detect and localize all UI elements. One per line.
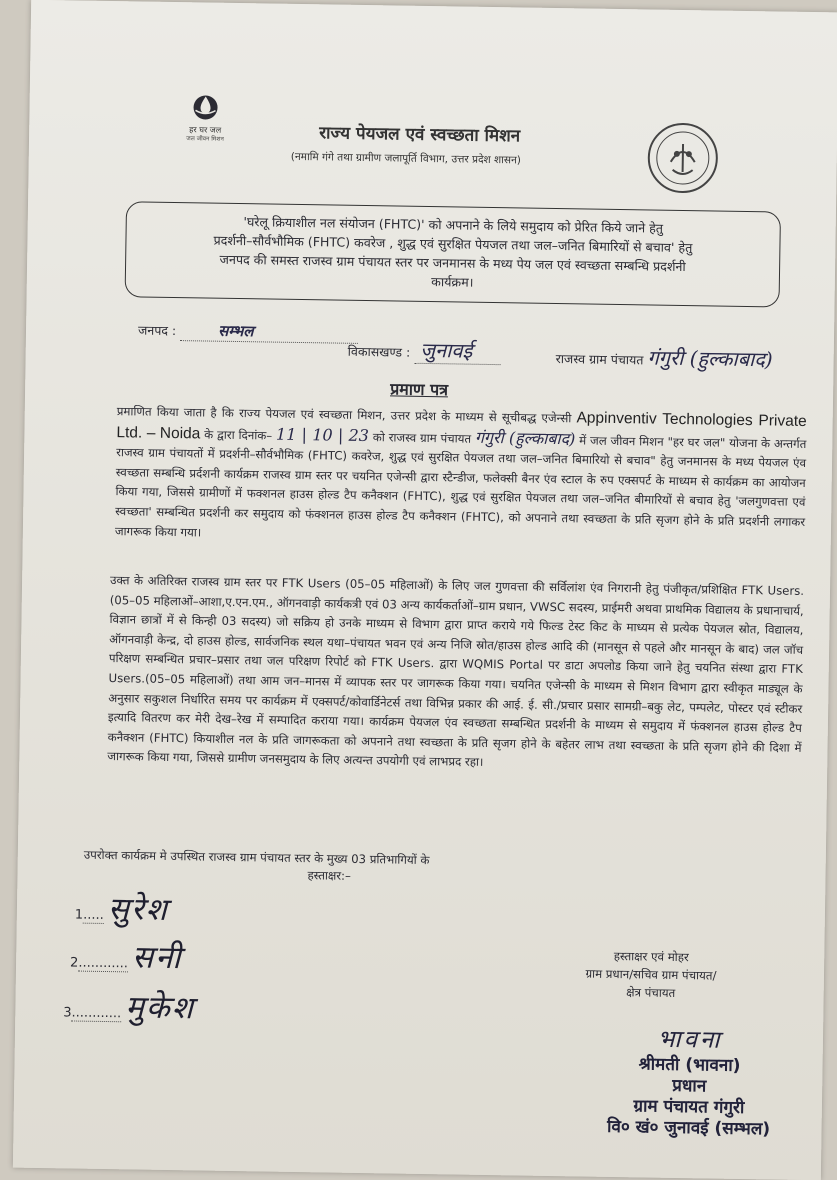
participant-signature-3: 3............ मुकेश bbox=[63, 989, 196, 1027]
stamp-line-1: श्रीमती (भावना) bbox=[638, 1054, 741, 1076]
para1-text-a: प्रमाणित किया जाता है कि राज्य पेयजल एवं स्वच्छता मिशन, उत्तर प्रदेश के माध्यम से सूचीबद्ध एजेन्सी bbox=[116, 404, 572, 426]
janpad-value: सम्भल bbox=[180, 320, 358, 344]
program-date: 11 | 10 | 23 bbox=[275, 424, 370, 445]
document-page bbox=[13, 0, 837, 1180]
vikaskhand-value: जुनावई bbox=[414, 336, 500, 365]
participant-signature-2: 2............ सनी bbox=[69, 939, 183, 977]
certificate-title: प्रमाण पत्र bbox=[390, 379, 449, 400]
participant-number-2: 2 bbox=[69, 955, 79, 971]
stamp-note-line-3: क्षेत्र पंचायत bbox=[626, 985, 676, 1000]
para1-text-b: के द्वारा दिनांक– bbox=[204, 427, 273, 443]
janpad-field bbox=[138, 319, 358, 343]
up-government-seal-icon bbox=[646, 121, 719, 194]
logo-text-2: जल जीवन मिशन bbox=[186, 135, 224, 143]
participant-signature-1: 1..... सुरेश bbox=[74, 891, 170, 928]
stamp-line-2: प्रधान bbox=[672, 1075, 707, 1097]
certificate-paragraph-2: उक्त के अतिरिक्त राजस्व ग्राम स्तर पर FTK Users (05–05 महिलाओं) के लिए जल गुणवत्ता की सर्विलांश एंव निगरानी हेतु पंजीकृत/प्रशिक्षित FTK Users.(05–05 महिलाओं–आशा,ए.एन.एम., ऑगनवाड़ी कार्यकत्री एवं 03 अन्य कार्यकर्ताओं–ग्राम प्रधान, VWSC सदस्य, प्राईमरी अथवा प्राथमिक विद्यालय के प्रधानाचार्य, विज्ञान छात्रों में से किन्ही 03 सदस्य) जो सक्रिय हो उनके माध्यम से विभाग द्वारा प्राप्त कराये गये फिल्ड टेस्ट किट के माध्यम से प्रत्येक पेयजल स्रोत, विद्यालय, ऑगनवाड़ी केन्द्र, दो हाउस होल्ड, सार्वजनिक स्थल यथा–पंचायत भवन एवं अन्य निजि स्रोत/हाउस होल्ड आदि की (मानसून से पहले और मानसून के बाद) जल जॉच परिक्षण सम्बन्धित प्रचार–प्रसार तथा जल परिक्षण रिपोर्ट को FTK Users. द्वारा WQMIS Portal पर डाटा अपलोड किया जाने हेतु चयनित संस्था द्वारा FTK Users.(05–05 महिलाओं) तथा आम जन–मानस में व्यापक स्तर पर जागरूक किया गया। चयनित एजेन्सी के माध्यम से मिशन विभाग द्वारा स्वीकृत माड्यूल के अनुसार सकुशल निर्धारित समय पर कार्यक्रम में एक्सपर्ट/कोवार्डिनेटर्स तथा विभिन्न प्रकार की आई. ई. सी./प्रचार प्रसार सामग्री–बकु लेट, पम्पलेट, पोस्टर एवं स्टीकर इत्यादि वितरण कर मेरी देख–रेख में सम्पादित कराया गया। कार्यक्रम पेयजल एंव स्वच्छता सम्बन्धित प्रदर्शनी के माध्यम से समुदाय में फंक्शनल हाउस होल्ड टैप कनैक्शन (FHTC) कियाशील नल के प्रति जागरूकता को अपनाने तथा स्वच्छता के प्रति सृजग होने के बहेतर लाभ तथा स्वच्छता के प्रति सृजग होने की दिशा में जागरूक किया गया, जिससे ग्रामीण जनसमुदाय के लिए अत्यन्त उपयोगी एवं लाभप्रद रहा। bbox=[107, 573, 805, 770]
certificate-paragraph-1 bbox=[115, 401, 807, 552]
participant-sign-3: मुकेश bbox=[125, 989, 196, 1027]
para1-text-d: में जल जीवन मिशन "हर घर जल" योजना के अन्तर्गत राजस्व ग्राम पंचायतों में प्रदर्शनी–सौर्वभौमिक (FHTC) कवरेज, शुद्ध एवं सुरक्षित पेयजल तथा जल–जनित बिमारियो से बचाव" हेतु जनमानस के मध्य पेयजल एंव स्वच्छता सम्बन्धि प्रर्दशनी कार्यक्रम राजस्व ग्राम स्तर पर चयनित एजेन्सी द्वारा स्टैन्डीज, फलेक्सी बैनर एंव स्टाल के रुप एक्सपर्ट के माध्यम से कार्यक्रम का आयोजन किया गया, जिससे ग्रामीणों में फक्शनल हाउस होल्ड टैप कनैक्शन (FHTC), शुद्ध एवं सुरक्षित पेयजल तथा जल–जनित बीमारियों से बचाव हेतु 'जलगुणवत्ता एवं स्वच्छता' सम्बन्धित प्रदर्शनी कर समुदाय को फंक्शनल हाउस होल्ड टैप कनैक्शन (FHTC), को अपनाने तथा स्वच्छता के प्रति सृजग होने के प्रति प्रदर्शनी लगाकर जागरूक किया गया। bbox=[114, 432, 807, 540]
janpad-label: जनपद : bbox=[137, 322, 177, 339]
mission-title: राज्य पेयजल एवं स्वच्छता मिशन bbox=[319, 123, 521, 147]
box-line-2: प्रदर्शनी–सौर्वभौमिक (FHTC) कवरेज , शुद्ध एवं सुरक्षित पेयजल तथा जल–जनित बिमारियों से बचाव' हेतु bbox=[213, 232, 693, 256]
pradhan-stamp bbox=[583, 1021, 795, 1141]
signature-stamp-note bbox=[566, 946, 737, 1003]
stamp-line-3: ग्राम पंचायत गंगुरी bbox=[633, 1096, 745, 1119]
participant-sign-1: सुरेश bbox=[107, 891, 170, 928]
agency-name: Appinventiv Technologies Private Ltd. – Noida bbox=[116, 409, 807, 443]
har-ghar-jal-logo bbox=[171, 90, 240, 143]
gram-panchayat-field bbox=[555, 342, 772, 372]
vikaskhand-field bbox=[348, 335, 501, 365]
para1-text-c: को राजस्व ग्राम पंचायत bbox=[372, 429, 472, 446]
box-line-4: कार्यक्रम। bbox=[431, 274, 474, 290]
gram-panchayat-value: गंगुरी (हुल्काबाद) bbox=[647, 345, 773, 372]
gram-panchayat-label: राजस्व ग्राम पंचायत bbox=[555, 351, 644, 368]
mission-subtitle: (नमामि गंगे तथा ग्रामीण जलापूर्ति विभाग, उत्तर प्रदेश शासन) bbox=[290, 150, 522, 167]
stamp-note-line-2: ग्राम प्रधान/सचिव ग्राम पंचायत/ bbox=[585, 966, 717, 983]
stamp-note-line-1: हस्ताक्षर एवं मोहर bbox=[613, 948, 689, 965]
box-line-3: जनपद की समस्त राजस्व ग्राम पंचायत स्तर पर जनमानस के मध्य पेय जल एवं स्वच्छता सम्बन्धि प्रदर्शनी bbox=[219, 251, 686, 275]
box-line-1: 'घरेलू क्रियाशील नल संयोजन (FHTC)' को अपनाने के लिये समुदाय को प्रेरित किये जाने हेतु bbox=[243, 214, 664, 236]
participant-sign-2: सनी bbox=[131, 939, 183, 977]
stamp-line-4: वि० खं० जुनावई (सम्भल) bbox=[606, 1116, 771, 1140]
water-drop-icon bbox=[190, 90, 220, 120]
village-name-handwritten: गंगुरी (हुल्काबाद) bbox=[474, 427, 576, 448]
participants-intro: उपरोक्त कार्यक्रम मे उपस्थित राजस्व ग्राम पंचायत स्तर के मुख्य 03 प्रतिभागियों के bbox=[83, 847, 430, 868]
participant-number-3: 3 bbox=[63, 1005, 72, 1021]
participant-number-1: 1 bbox=[74, 907, 84, 923]
vikaskhand-label: विकासखण्ड : bbox=[347, 343, 411, 360]
programme-heading-box bbox=[125, 201, 781, 307]
pradhan-signature: भावना bbox=[657, 1024, 723, 1054]
participants-signature-label: हस्ताक्षर:– bbox=[307, 868, 352, 883]
logo-text-1: हर घर जल bbox=[189, 125, 222, 135]
